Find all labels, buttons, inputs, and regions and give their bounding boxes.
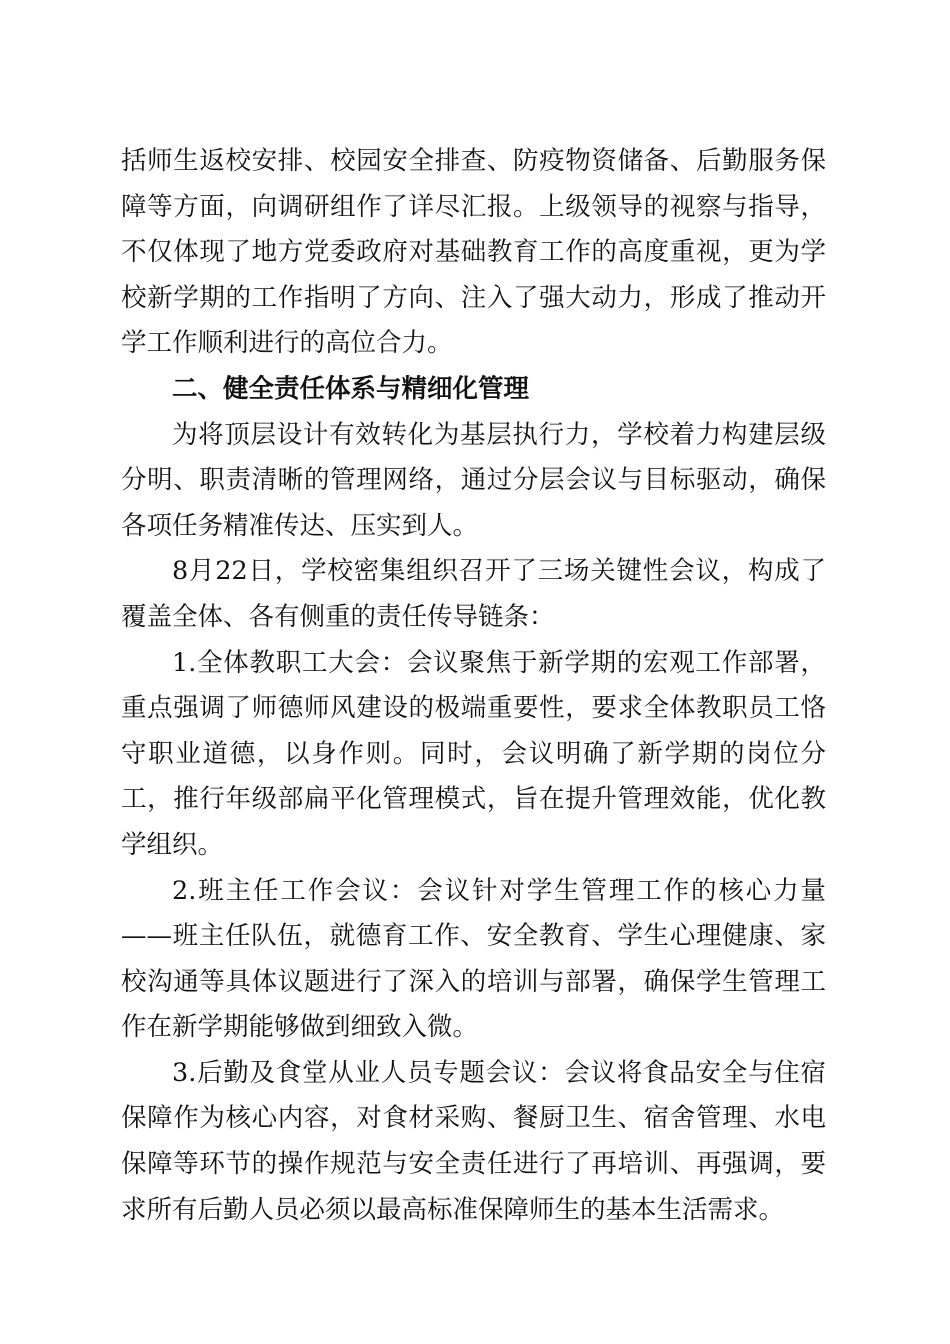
section-heading: 二、健全责任体系与精细化管理 xyxy=(172,373,530,404)
paragraph-meetings-date: 8月22日，学校密集组织召开了三场关键性会议，构成了覆盖全体、各有侧重的责任传导链条： xyxy=(121,556,826,632)
paragraph-continuation: 括师生返校安排、校园安全排查、防疫物资储备、后勤服务保障等方面，向调研组作了详尽汇报。上级领导的视察与指导，不仅体现了地方党委政府对基础教育工作的高度重视，更为学校新学期的工作指明了方向、注入了强大动力，形成了推动开学工作顺利进行的高位合力。 xyxy=(121,146,826,359)
paragraph-item-1: 1.全体教职工大会：会议聚焦于新学期的宏观工作部署，重点强调了师德师风建设的极端重要性，要求全体教职员工恪守职业道德，以身作则。同时，会议明确了新学期的岗位分工，推行年级部扁平化管理模式，旨在提升管理效能，优化教学组织。 xyxy=(121,647,826,860)
paragraph-item-3: 3.后勤及食堂从业人员专题会议：会议将食品安全与住宿保障作为核心内容，对食材采购、餐厨卫生、宿舍管理、水电保障等环节的操作规范与安全责任进行了再培训、再强调，要求所有后勤人员必须以最高标准保障师生的基本生活需求。 xyxy=(121,1057,826,1225)
document-body xyxy=(121,139,826,1233)
paragraph-intro: 为将顶层设计有效转化为基层执行力，学校着力构建层级分明、职责清晰的管理网络，通过分层会议与目标驱动，确保各项任务精准传达、压实到人。 xyxy=(121,419,826,541)
paragraph-item-2: 2.班主任工作会议：会议针对学生管理工作的核心力量——班主任队伍，就德育工作、安全教育、学生心理健康、家校沟通等具体议题进行了深入的培训与部署，确保学生管理工作在新学期能够做到细致入微。 xyxy=(121,875,826,1043)
